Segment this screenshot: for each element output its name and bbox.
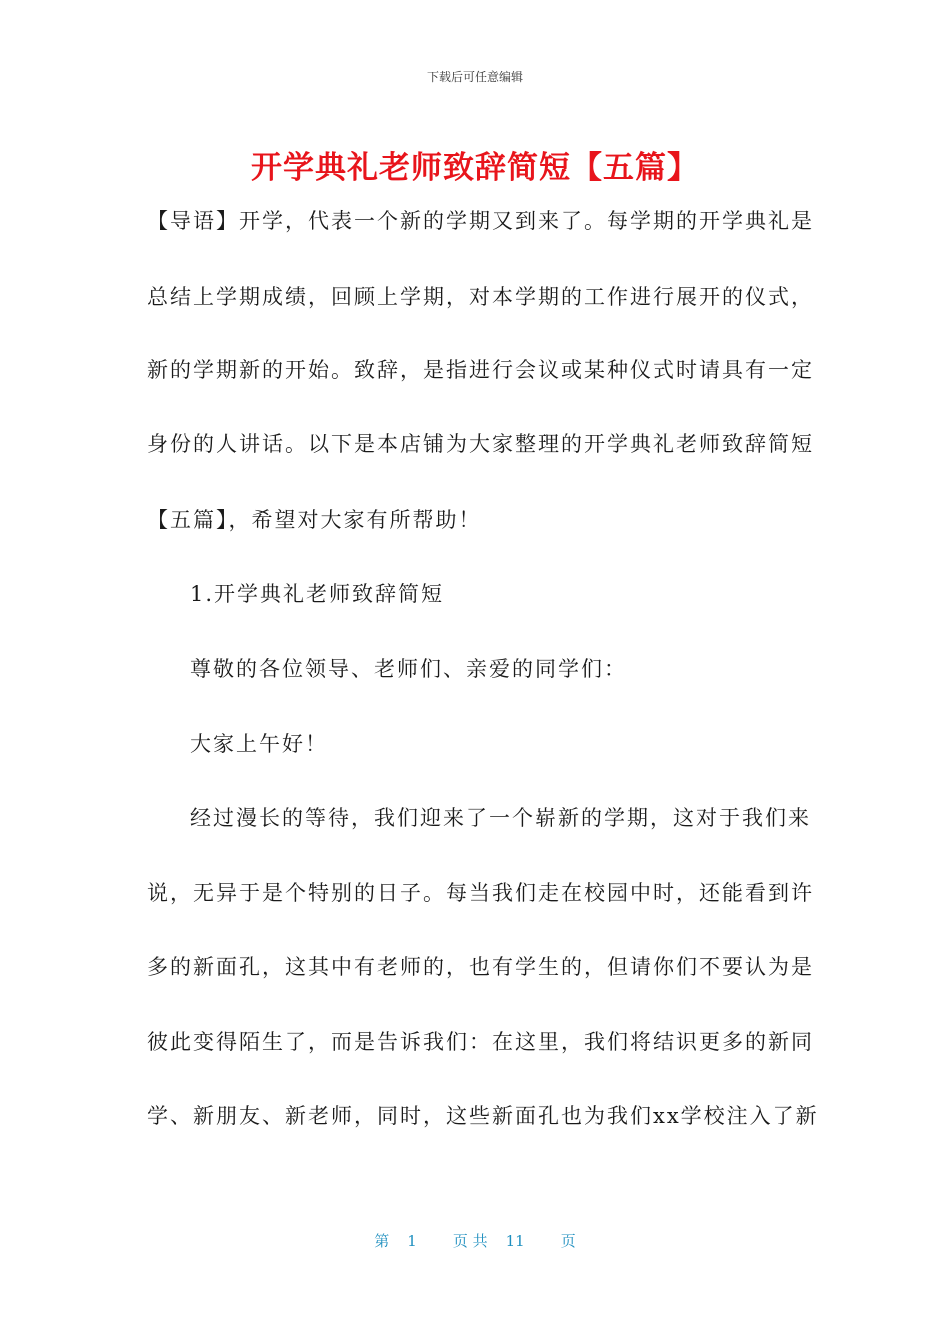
paragraph-line: 身份的人讲话。以下是本店铺为大家整理的开学典礼老师致辞简短 [147,432,814,456]
paragraph-line: 经过漫长的等待，我们迎来了一个崭新的学期，这对于我们来 [190,806,811,830]
footer-total-pages: 11 [505,1232,525,1250]
page-footer [0,1230,950,1251]
paragraph-line: 新的学期新的开始。致辞，是指进行会议或某种仪式时请具有一定 [147,358,814,382]
paragraph-line: 【导语】开学，代表一个新的学期又到来了。每学期的开学典礼是 [147,209,814,233]
footer-middle: 页 共 [452,1232,488,1250]
footer-suffix: 页 [560,1232,576,1250]
paragraph-line: 彼此变得陌生了，而是告诉我们：在这里，我们将结识更多的新同 [147,1030,814,1054]
footer-page-number: 1 [407,1232,417,1250]
paragraph-line: 说，无异于是个特别的日子。每当我们走在校园中时，还能看到许 [147,881,814,905]
document-title: 开学典礼老师致辞简短【五篇】 [251,150,699,186]
greeting: 大家上午好！ [190,732,328,756]
paragraph-line: 学、新朋友、新老师，同时，这些新面孔也为我们xx学校注入了新 [147,1104,819,1128]
section-heading: 1.开学典礼老师致辞简短 [190,582,445,606]
header-note: 下载后可任意编辑 [426,70,523,84]
paragraph-line: 【五篇】，希望对大家有所帮助！ [147,508,482,532]
paragraph-line: 总结上学期成绩，回顾上学期，对本学期的工作进行展开的仪式， [147,285,814,309]
salutation: 尊敬的各位领导、老师们、亲爱的同学们： [190,657,627,681]
footer-prefix: 第 [374,1232,390,1250]
paragraph-line: 多的新面孔，这其中有老师的，也有学生的，但请你们不要认为是 [147,955,814,979]
